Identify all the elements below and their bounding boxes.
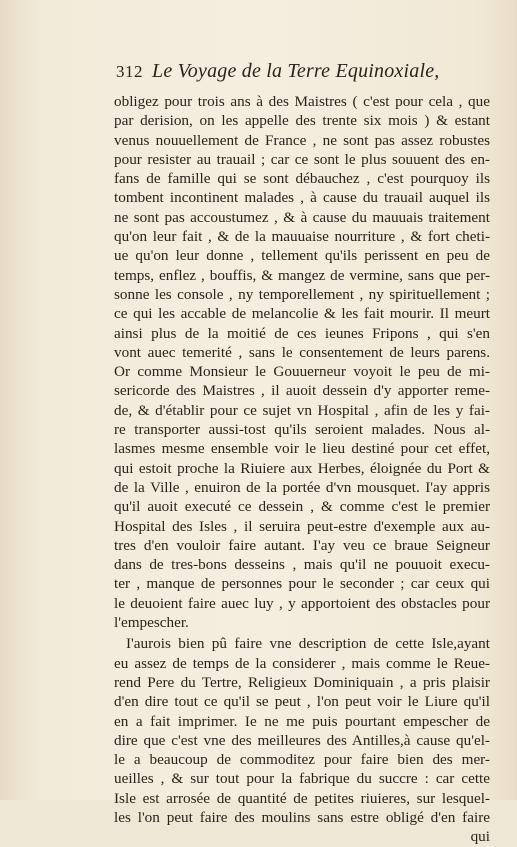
paragraph-2	[114, 634, 490, 827]
text-line: ainsi plus de la moitié de ces ieunes Fripons , qui s'en	[114, 324, 490, 342]
text-line: tres d'en vouloir faire autant. I'ay veu ce braue Seigneur	[114, 536, 490, 554]
page-number: 312	[116, 62, 143, 81]
text-line: qui estoit proche la Riuiere aux Herbes, éloignée du Port &	[114, 459, 490, 477]
text-line: ne sont pas accoustumez , & à cause du mauuais traitement	[114, 208, 490, 226]
text-line: dans de tres-bons desseins , mais qu'il ne pouuoit execu-	[114, 556, 490, 574]
text-line: venus nouuellement de France , ne sont pas assez robustes	[114, 131, 490, 149]
text-line: qu'il auoit executé ce dessein , & comme c'est le premier	[114, 498, 490, 516]
text-line: dire que c'est vne des meilleures des Antilles,à cause qu'el-	[114, 731, 490, 749]
text-line: ter , manque de personnes pour le seconder ; car ceux qui	[114, 575, 490, 593]
text-line: I'aurois bien pû faire vne description de cette Isle,ayant	[126, 635, 490, 653]
page-header	[116, 62, 476, 88]
text-line: l'empescher.	[114, 614, 189, 632]
text-line: eu assez de temps de la considerer , mais comme le Reue-	[114, 654, 490, 672]
text-line: fans de famille qui se sont débauchez , c'est pourquoy ils	[114, 170, 490, 188]
text-line: de, & d'établir pour ce sujet vn Hospital , afin de les y fai-	[114, 401, 490, 419]
paragraph-1	[114, 92, 490, 632]
text-line: vont auec temerité , sans le consentement de leurs parens.	[114, 343, 490, 361]
text-line: tombent incontinent malades , à cause du trauail auquel ils	[114, 189, 490, 207]
text-line: obligez pour trois ans à des Maistres ( c'est pour cela , que	[114, 93, 490, 110]
running-title: Le Voyage de la Terre Equinoxiale,	[152, 60, 440, 82]
text-line: ueilles , & sur tout pour la fabrique du succre : car cette	[114, 770, 490, 788]
text-line: d'en dire tout ce qu'il se peut , l'on peut voir le Liure qu'il	[114, 693, 490, 711]
text-line: de la Ville , enuiron de la portée d'vn mousquet. I'ay appris	[114, 478, 490, 496]
text-line: le deuoient faire auec luy , y apportoient des obstacles pour	[114, 594, 490, 612]
text-line: lasmes mesme ensemble voir le lieu destiné pour cet effet,	[114, 440, 490, 458]
text-line: pour resister au trauail ; car ce sont le plus souuent des en-	[114, 150, 490, 168]
text-line: qu'on leur fait , & de la mauuaise nourriture , & fort cheti-	[114, 228, 490, 246]
text-line: Hospital des Isles , il seruira peut-estre d'exemple aux au-	[114, 517, 490, 535]
body-text	[114, 92, 490, 847]
text-line: sericorde des Maistres , il auoit dessein d'y apporter reme-	[114, 382, 490, 400]
text-line: Isle est arrosée de quantité de petites riuieres, sur lesquel-	[114, 789, 490, 807]
text-line: Or comme Monsieur le Gouuerneur voyoit le peu de mi-	[114, 363, 490, 381]
text-line: re transporter aussi-tost qu'ils seroient malades. Nous al-	[114, 421, 490, 439]
text-line: sonne les console , ny temporellement , ny spirituellement ;	[114, 285, 490, 303]
text-line: temps, enflez , bouffis, & mangez de vermine, sans que per-	[114, 266, 490, 284]
text-line: les l'on peut faire des moulins sans estre obligé d'en faire	[114, 808, 490, 826]
text-line: ce qui les accable de melancolie & les fait mourir. Il meurt	[114, 305, 490, 323]
text-line: ue qu'on leur donne , tellement qu'ils perissent en peu de	[114, 247, 490, 265]
text-line: en a fait imprimer. Ie ne me puis pourtant empescher de	[114, 712, 490, 730]
text-line: rend Pere du Tertre, Religieux Dominiquain , a pris plaisir	[114, 673, 490, 691]
catchword: qui	[470, 828, 490, 846]
text-line: par derision, on les appelle des trente six mois ) & estant	[114, 112, 490, 130]
text-line: le a beaucoup de commoditez pour faire bien des mer-	[114, 751, 490, 769]
